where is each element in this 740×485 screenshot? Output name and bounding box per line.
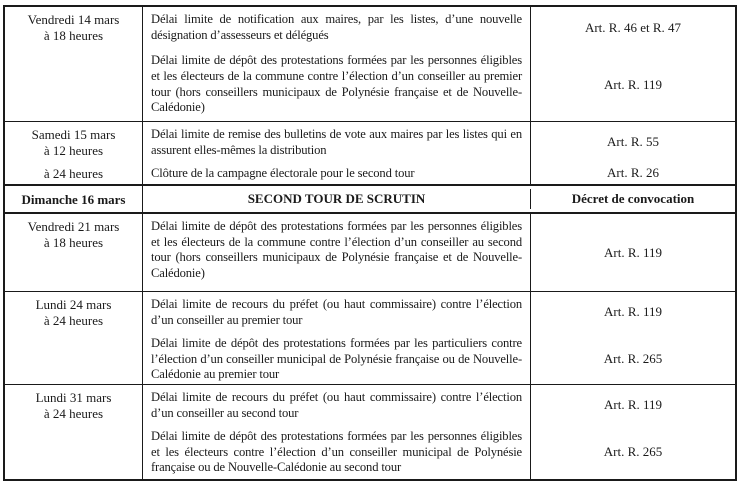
description-cell: Délai limite de dépôt des protestations formées par les personnes éligibles et les électeurs contre l’élection d’un conseiller municipal de Polynésie française ou de Nouvelle-Calédonie au second tour <box>151 429 522 475</box>
date-line: à 24 heures <box>43 166 104 182</box>
article-reference-cell: Art. R. 265 <box>530 424 735 479</box>
date-cell <box>5 186 143 212</box>
date-line: Samedi 15 mars <box>31 127 116 142</box>
table-entry <box>5 385 735 424</box>
date-cell <box>5 214 143 291</box>
table-entry <box>5 214 735 291</box>
article-reference-cell: Art. R. 26 <box>530 161 735 185</box>
date-cell <box>5 48 143 121</box>
date-line: à 18 heures <box>43 234 104 250</box>
date-cell <box>5 331 143 386</box>
date-cell <box>5 122 143 161</box>
table-row <box>5 7 735 122</box>
table-entry <box>5 7 735 48</box>
table-entry <box>5 331 735 386</box>
article-reference-cell: Art. R. 119 <box>530 292 735 331</box>
date-line: à 24 heures <box>43 405 104 421</box>
article-reference-cell: Art. R. 46 et R. 47 <box>530 7 735 48</box>
date-cell <box>5 7 143 48</box>
date-line: Vendredi 14 mars <box>27 12 120 27</box>
table-entry <box>5 186 735 212</box>
description-cell: SECOND TOUR DE SCRUTIN <box>247 190 426 206</box>
date-line: Lundi 24 mars <box>35 297 112 312</box>
date-line: à 12 heures <box>43 142 104 158</box>
date-cell <box>5 424 143 479</box>
table-row <box>5 292 735 385</box>
article-reference-cell: Art. R. 119 <box>530 385 735 424</box>
date-line: à 18 heures <box>43 27 104 43</box>
table-entry <box>5 292 735 331</box>
description-cell: Délai limite de notification aux maires, par les listes, d’une nouvelle désignation d’assesseurs et délégués <box>151 12 522 42</box>
date-cell <box>5 161 143 185</box>
table-header-row <box>5 185 735 214</box>
description-cell: Délai limite de dépôt des protestations formées par les personnes éligibles et les électeurs de la commune contre l’élection d’un conseiller au premier tour (hors conseillers municipaux de Polynésie française et de Nouvelle-Calédonie) <box>151 53 522 115</box>
date-line: Vendredi 21 mars <box>27 219 120 234</box>
electoral-calendar-table <box>3 5 737 481</box>
date-line: Dimanche 16 mars <box>21 192 126 208</box>
article-reference-cell: Art. R. 55 <box>530 122 735 161</box>
description-cell: Délai limite de recours du préfet (ou haut commissaire) contre l’élection d’un conseiller au premier tour <box>151 297 522 327</box>
table-entry <box>5 424 735 479</box>
article-reference-cell: Art. R. 119 <box>530 48 735 121</box>
table-row <box>5 214 735 292</box>
table-row <box>5 385 735 479</box>
table-entry <box>5 122 735 161</box>
article-reference-cell: Art. R. 265 <box>530 331 735 386</box>
date-line: à 24 heures <box>43 312 104 328</box>
table-row <box>5 122 735 185</box>
date-line: Lundi 31 mars <box>35 390 112 405</box>
article-reference-cell: Décret de convocation <box>530 189 735 209</box>
date-cell <box>5 385 143 424</box>
table-entry <box>5 161 735 185</box>
description-cell: Délai limite de dépôt des protestations formées par les particuliers contre l’élection d’un conseiller municipal de Polynésie française ou de Nouvelle-Calédonie au premier tour <box>151 336 522 382</box>
table-entry <box>5 48 735 121</box>
description-cell: Délai limite de recours du préfet (ou haut commissaire) contre l’élection d’un conseiller au second tour <box>151 390 522 420</box>
description-cell: Clôture de la campagne électorale pour le second tour <box>151 166 415 181</box>
description-cell: Délai limite de dépôt des protestations formées par les personnes éligibles et les électeurs de la commune contre l’élection d’un conseiller au second tour (hors conseillers municipaux de Polynésie française et de Nouvelle-Calédonie) <box>151 219 522 280</box>
description-cell: Délai limite de remise des bulletins de vote aux maires par les listes qui en assurent elles-mêmes la distribution <box>151 127 522 157</box>
article-reference-cell: Art. R. 119 <box>530 214 735 291</box>
date-cell <box>5 292 143 331</box>
